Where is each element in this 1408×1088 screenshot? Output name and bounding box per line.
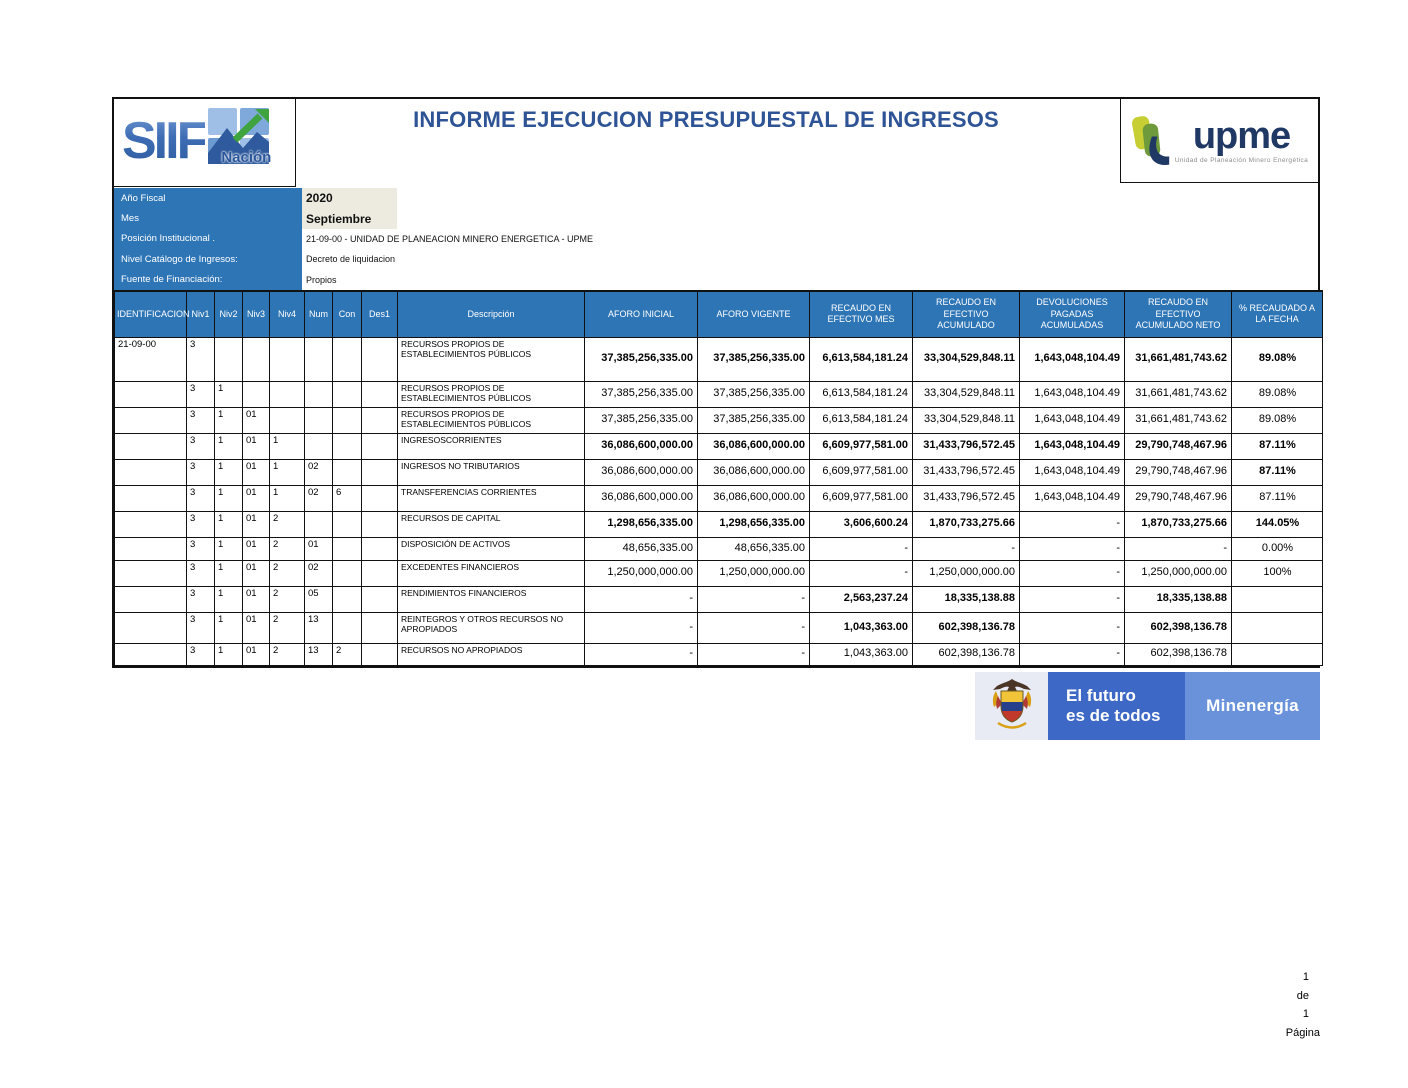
table-cell: 6,613,584,181.24 bbox=[810, 337, 913, 381]
table-cell bbox=[362, 337, 398, 381]
table-cell: - bbox=[585, 586, 698, 612]
table-cell: 1,043,363.00 bbox=[810, 643, 913, 665]
table-row bbox=[115, 643, 1323, 665]
table-cell: - bbox=[810, 560, 913, 586]
table-cell: RENDIMIENTOS FINANCIEROS bbox=[398, 586, 585, 612]
page-word-label: Página bbox=[1285, 1026, 1320, 1039]
column-header: IDENTIFICACION bbox=[115, 291, 187, 337]
gov-slogan-line2: es de todos bbox=[1066, 706, 1161, 725]
page-number-total: 1 bbox=[1302, 1008, 1309, 1020]
table-cell: 1,643,048,104.49 bbox=[1020, 407, 1125, 433]
table-row bbox=[115, 485, 1323, 511]
table-cell: 2 bbox=[270, 511, 305, 537]
table-cell bbox=[215, 337, 243, 381]
table-cell bbox=[270, 407, 305, 433]
table-cell: 37,385,256,335.00 bbox=[585, 407, 698, 433]
table-cell: 1 bbox=[215, 560, 243, 586]
month-label: Mes bbox=[114, 208, 302, 228]
table-cell: 6,609,977,581.00 bbox=[810, 459, 913, 485]
table-cell bbox=[1232, 612, 1323, 643]
upme-icon bbox=[1131, 111, 1171, 171]
table-cell: 2 bbox=[270, 537, 305, 560]
table-cell: 144.05% bbox=[1232, 511, 1323, 537]
table-cell: 37,385,256,335.00 bbox=[698, 337, 810, 381]
table-cell bbox=[362, 433, 398, 459]
info-row-month bbox=[114, 208, 814, 228]
table-cell: 33,304,529,848.11 bbox=[913, 407, 1020, 433]
table-cell: 01 bbox=[243, 643, 270, 665]
table-cell: 29,790,748,467.96 bbox=[1125, 485, 1232, 511]
table-cell: RECURSOS DE CAPITAL bbox=[398, 511, 585, 537]
table-cell: 01 bbox=[243, 586, 270, 612]
table-cell: 1 bbox=[215, 485, 243, 511]
table-cell: 37,385,256,335.00 bbox=[698, 381, 810, 407]
column-header: Descripción bbox=[398, 291, 585, 337]
fiscal-year-value: 2020 bbox=[302, 188, 397, 208]
page-number-separator: de bbox=[1296, 989, 1309, 1002]
table-cell: 36,086,600,000.00 bbox=[698, 459, 810, 485]
table-cell: 2 bbox=[270, 643, 305, 665]
table-cell: 18,335,138.88 bbox=[913, 586, 1020, 612]
table-cell bbox=[333, 612, 362, 643]
table-cell: 87.11% bbox=[1232, 459, 1323, 485]
column-header: Des1 bbox=[362, 291, 398, 337]
info-row-funding-source bbox=[114, 270, 814, 290]
table-cell bbox=[362, 407, 398, 433]
upme-logo bbox=[1120, 99, 1318, 183]
table-cell bbox=[270, 337, 305, 381]
table-cell: 13 bbox=[305, 643, 333, 665]
table-cell: 1 bbox=[270, 433, 305, 459]
table-cell: 36,086,600,000.00 bbox=[698, 485, 810, 511]
table-cell: 37,385,256,335.00 bbox=[698, 407, 810, 433]
table-cell: 1,298,656,335.00 bbox=[585, 511, 698, 537]
table-cell: 89.08% bbox=[1232, 337, 1323, 381]
table-cell bbox=[333, 537, 362, 560]
table-cell: 0.00% bbox=[1232, 537, 1323, 560]
table-cell: - bbox=[1020, 612, 1125, 643]
table-cell: 87.11% bbox=[1232, 433, 1323, 459]
table-cell: 1,250,000,000.00 bbox=[913, 560, 1020, 586]
table-cell: 48,656,335.00 bbox=[585, 537, 698, 560]
table-cell: 36,086,600,000.00 bbox=[585, 459, 698, 485]
table-cell: 31,661,481,743.62 bbox=[1125, 337, 1232, 381]
table-cell bbox=[115, 407, 187, 433]
table-cell: 3 bbox=[187, 381, 215, 407]
table-cell: 1,643,048,104.49 bbox=[1020, 459, 1125, 485]
table-cell: RECURSOS PROPIOS DE ESTABLECIMIENTOS PÚBLICOS bbox=[398, 337, 585, 381]
table-cell: 01 bbox=[243, 511, 270, 537]
table-cell bbox=[305, 407, 333, 433]
table-cell: 02 bbox=[305, 459, 333, 485]
table-cell: 01 bbox=[243, 560, 270, 586]
table-cell bbox=[362, 537, 398, 560]
table-cell: 31,433,796,572.45 bbox=[913, 459, 1020, 485]
table-cell: 01 bbox=[243, 537, 270, 560]
table-cell: 1,298,656,335.00 bbox=[698, 511, 810, 537]
table-cell: 29,790,748,467.96 bbox=[1125, 433, 1232, 459]
table-cell bbox=[115, 511, 187, 537]
table-cell bbox=[362, 612, 398, 643]
table-cell: 01 bbox=[243, 612, 270, 643]
column-header: Con bbox=[333, 291, 362, 337]
table-cell: 02 bbox=[305, 560, 333, 586]
table-row bbox=[115, 337, 1323, 381]
table-cell bbox=[115, 433, 187, 459]
column-header: RECAUDO EN EFECTIVO MES bbox=[810, 291, 913, 337]
table-cell: 36,086,600,000.00 bbox=[585, 485, 698, 511]
table-cell: - bbox=[585, 643, 698, 665]
info-row-fiscal-year bbox=[114, 188, 814, 208]
table-cell: 2 bbox=[270, 612, 305, 643]
table-cell: 48,656,335.00 bbox=[698, 537, 810, 560]
month-value: Septiembre bbox=[302, 208, 397, 228]
table-cell: 1 bbox=[215, 612, 243, 643]
table-cell: 1 bbox=[215, 511, 243, 537]
table-cell: 89.08% bbox=[1232, 407, 1323, 433]
column-header: Niv2 bbox=[215, 291, 243, 337]
table-cell bbox=[115, 459, 187, 485]
table-cell: 3 bbox=[187, 643, 215, 665]
report-info-panel bbox=[114, 188, 814, 290]
table-cell: 2 bbox=[333, 643, 362, 665]
table-cell bbox=[115, 485, 187, 511]
table-cell: 6 bbox=[333, 485, 362, 511]
table-cell bbox=[362, 511, 398, 537]
table-cell bbox=[305, 511, 333, 537]
table-cell bbox=[333, 433, 362, 459]
table-cell bbox=[362, 485, 398, 511]
table-cell: 3,606,600.24 bbox=[810, 511, 913, 537]
table-cell: 01 bbox=[243, 433, 270, 459]
table-cell: 29,790,748,467.96 bbox=[1125, 459, 1232, 485]
institution-label: Posición Institucional . bbox=[114, 229, 302, 249]
table-cell: RECURSOS PROPIOS DE ESTABLECIMIENTOS PÚBLICOS bbox=[398, 407, 585, 433]
table-cell: 01 bbox=[305, 537, 333, 560]
table-row bbox=[115, 537, 1323, 560]
table-cell bbox=[305, 381, 333, 407]
column-header: % RECAUDADO A LA FECHA bbox=[1232, 291, 1323, 337]
column-header: AFORO INICIAL bbox=[585, 291, 698, 337]
table-cell: 1,643,048,104.49 bbox=[1020, 485, 1125, 511]
report-document bbox=[112, 97, 1320, 668]
siif-logo-text: SIIF bbox=[122, 105, 205, 177]
table-cell: 1,643,048,104.49 bbox=[1020, 381, 1125, 407]
table-cell: 2,563,237.24 bbox=[810, 586, 913, 612]
table-cell: 33,304,529,848.11 bbox=[913, 381, 1020, 407]
table-cell: 100% bbox=[1232, 560, 1323, 586]
table-row bbox=[115, 433, 1323, 459]
table-row bbox=[115, 381, 1323, 407]
table-cell: 3 bbox=[187, 511, 215, 537]
catalog-level-value: Decreto de liquidacion bbox=[306, 254, 396, 265]
table-cell: 1 bbox=[215, 643, 243, 665]
table-row bbox=[115, 459, 1323, 485]
table-cell bbox=[333, 407, 362, 433]
table-row bbox=[115, 511, 1323, 537]
info-row-catalog-level bbox=[114, 249, 814, 269]
upme-tagline: Unidad de Planeación Minero Energética bbox=[1174, 157, 1309, 164]
table-cell bbox=[362, 586, 398, 612]
table-cell: 01 bbox=[243, 459, 270, 485]
table-cell: - bbox=[1020, 586, 1125, 612]
table-cell: 87.11% bbox=[1232, 485, 1323, 511]
table-cell: INGRESOS NO TRIBUTARIOS bbox=[398, 459, 585, 485]
table-row bbox=[115, 612, 1323, 643]
table-cell: 1 bbox=[215, 433, 243, 459]
institution-value: 21-09-00 - UNIDAD DE PLANEACION MINERO ENERGETICA - UPME bbox=[306, 233, 594, 244]
table-cell: - bbox=[1020, 643, 1125, 665]
table-cell bbox=[333, 586, 362, 612]
funding-source-value: Propios bbox=[306, 274, 337, 285]
gov-slogan bbox=[1048, 672, 1185, 740]
table-cell: RECURSOS NO APROPIADOS bbox=[398, 643, 585, 665]
table-cell: RECURSOS PROPIOS DE ESTABLECIMIENTOS PÚBLICOS bbox=[398, 381, 585, 407]
table-cell: 1,643,048,104.49 bbox=[1020, 337, 1125, 381]
table-cell: 2 bbox=[270, 560, 305, 586]
table-cell bbox=[362, 381, 398, 407]
catalog-level-label: Nivel Catálogo de Ingresos: bbox=[114, 249, 302, 269]
government-banner bbox=[975, 672, 1320, 740]
table-cell: DISPOSICIÓN DE ACTIVOS bbox=[398, 537, 585, 560]
table-cell: 05 bbox=[305, 586, 333, 612]
ministry-label: Minenergía bbox=[1185, 672, 1320, 740]
table-cell: 3 bbox=[187, 459, 215, 485]
table-cell: 21-09-00 bbox=[115, 337, 187, 381]
table-cell: 31,661,481,743.62 bbox=[1125, 381, 1232, 407]
table-cell: 36,086,600,000.00 bbox=[585, 433, 698, 459]
table-cell bbox=[333, 337, 362, 381]
table-cell: - bbox=[698, 643, 810, 665]
table-cell bbox=[1232, 643, 1323, 665]
table-cell: 1,643,048,104.49 bbox=[1020, 433, 1125, 459]
table-cell: REINTEGROS Y OTROS RECURSOS NO APROPIADOS bbox=[398, 612, 585, 643]
table-cell bbox=[362, 560, 398, 586]
table-cell: 1 bbox=[215, 537, 243, 560]
colombia-coat-of-arms-icon bbox=[975, 672, 1048, 740]
table-body bbox=[115, 337, 1323, 665]
column-header: Niv4 bbox=[270, 291, 305, 337]
table-cell bbox=[305, 433, 333, 459]
column-header: AFORO VIGENTE bbox=[698, 291, 810, 337]
table-cell: 13 bbox=[305, 612, 333, 643]
siif-nacion-label: Nación bbox=[221, 149, 272, 166]
table-cell: - bbox=[1020, 560, 1125, 586]
table-cell bbox=[115, 381, 187, 407]
table-row bbox=[115, 560, 1323, 586]
table-cell bbox=[115, 586, 187, 612]
table-cell bbox=[362, 459, 398, 485]
report-table bbox=[114, 290, 1323, 666]
table-cell: 6,609,977,581.00 bbox=[810, 433, 913, 459]
table-cell bbox=[333, 459, 362, 485]
table-row bbox=[115, 407, 1323, 433]
table-cell: 01 bbox=[243, 485, 270, 511]
page-indicator bbox=[1250, 968, 1320, 1042]
table-cell: 602,398,136.78 bbox=[913, 643, 1020, 665]
table-cell: 3 bbox=[187, 586, 215, 612]
table-cell: TRANSFERENCIAS CORRIENTES bbox=[398, 485, 585, 511]
table-cell: 1,043,363.00 bbox=[810, 612, 913, 643]
table-cell: - bbox=[698, 586, 810, 612]
table-cell: 37,385,256,335.00 bbox=[585, 337, 698, 381]
table-cell: 1,250,000,000.00 bbox=[698, 560, 810, 586]
table-cell: 602,398,136.78 bbox=[1125, 643, 1232, 665]
table-cell: 2 bbox=[270, 586, 305, 612]
table-cell bbox=[1232, 586, 1323, 612]
column-header: RECAUDO EN EFECTIVO ACUMULADO bbox=[913, 291, 1020, 337]
table-cell: 3 bbox=[187, 537, 215, 560]
table-cell: 6,609,977,581.00 bbox=[810, 485, 913, 511]
table-cell bbox=[115, 612, 187, 643]
funding-source-label: Fuente de Financiación: bbox=[114, 270, 302, 290]
table-cell: 1,250,000,000.00 bbox=[585, 560, 698, 586]
table-cell: 31,661,481,743.62 bbox=[1125, 407, 1232, 433]
table-cell: 1 bbox=[215, 381, 243, 407]
table-cell: - bbox=[1125, 537, 1232, 560]
table-cell: 3 bbox=[187, 433, 215, 459]
document-header bbox=[114, 99, 1318, 290]
table-cell: EXCEDENTES FINANCIEROS bbox=[398, 560, 585, 586]
table-cell: 1 bbox=[270, 459, 305, 485]
column-header: DEVOLUCIONES PAGADAS ACUMULADAS bbox=[1020, 291, 1125, 337]
table-cell: INGRESOSCORRIENTES bbox=[398, 433, 585, 459]
table-cell: 1,250,000,000.00 bbox=[1125, 560, 1232, 586]
table-header-row bbox=[115, 291, 1323, 337]
table-cell: 602,398,136.78 bbox=[1125, 612, 1232, 643]
table-cell: 3 bbox=[187, 407, 215, 433]
siif-logo bbox=[114, 99, 296, 187]
column-header: RECAUDO EN EFECTIVO ACUMULADO NETO bbox=[1125, 291, 1232, 337]
info-row-institution bbox=[114, 229, 814, 249]
fiscal-year-label: Año Fiscal bbox=[114, 188, 302, 208]
column-header: Niv1 bbox=[187, 291, 215, 337]
column-header: Num bbox=[305, 291, 333, 337]
table-cell: 01 bbox=[243, 407, 270, 433]
table-cell bbox=[270, 381, 305, 407]
table-cell bbox=[305, 337, 333, 381]
table-cell: 1 bbox=[215, 459, 243, 485]
table-cell: 1 bbox=[270, 485, 305, 511]
table-cell: 37,385,256,335.00 bbox=[585, 381, 698, 407]
table-cell: 6,613,584,181.24 bbox=[810, 381, 913, 407]
table-cell: - bbox=[1020, 511, 1125, 537]
table-cell: 3 bbox=[187, 337, 215, 381]
table-row bbox=[115, 586, 1323, 612]
table-cell bbox=[115, 560, 187, 586]
table-cell: - bbox=[585, 612, 698, 643]
gov-slogan-line1: El futuro bbox=[1066, 686, 1136, 706]
page-number-current: 1 bbox=[1302, 971, 1309, 983]
table-cell: 02 bbox=[305, 485, 333, 511]
table-cell: - bbox=[913, 537, 1020, 560]
table-cell bbox=[333, 381, 362, 407]
column-header: Niv3 bbox=[243, 291, 270, 337]
table-cell: 3 bbox=[187, 612, 215, 643]
table-cell: 1,870,733,275.66 bbox=[1125, 511, 1232, 537]
table-cell bbox=[243, 381, 270, 407]
table-cell: 1,870,733,275.66 bbox=[913, 511, 1020, 537]
table-cell: 31,433,796,572.45 bbox=[913, 485, 1020, 511]
report-title: INFORME EJECUCION PRESUPUESTAL DE INGRESOS bbox=[413, 107, 999, 132]
table-cell: 36,086,600,000.00 bbox=[698, 433, 810, 459]
table-cell: 602,398,136.78 bbox=[913, 612, 1020, 643]
table-cell: 6,613,584,181.24 bbox=[810, 407, 913, 433]
table-cell: 31,433,796,572.45 bbox=[913, 433, 1020, 459]
table-cell: 1 bbox=[215, 586, 243, 612]
table-cell: 3 bbox=[187, 485, 215, 511]
table-cell bbox=[362, 643, 398, 665]
table-cell: 1 bbox=[215, 407, 243, 433]
table-cell bbox=[333, 560, 362, 586]
table-cell: 89.08% bbox=[1232, 381, 1323, 407]
table-cell: 33,304,529,848.11 bbox=[913, 337, 1020, 381]
table-cell: - bbox=[698, 612, 810, 643]
table-cell: 3 bbox=[187, 560, 215, 586]
table-cell bbox=[115, 643, 187, 665]
table-cell: 18,335,138.88 bbox=[1125, 586, 1232, 612]
table-cell bbox=[243, 337, 270, 381]
table-cell: - bbox=[1020, 537, 1125, 560]
upme-logo-text: upme bbox=[1192, 115, 1291, 157]
table-cell bbox=[115, 537, 187, 560]
table-cell: - bbox=[810, 537, 913, 560]
table-cell bbox=[333, 511, 362, 537]
